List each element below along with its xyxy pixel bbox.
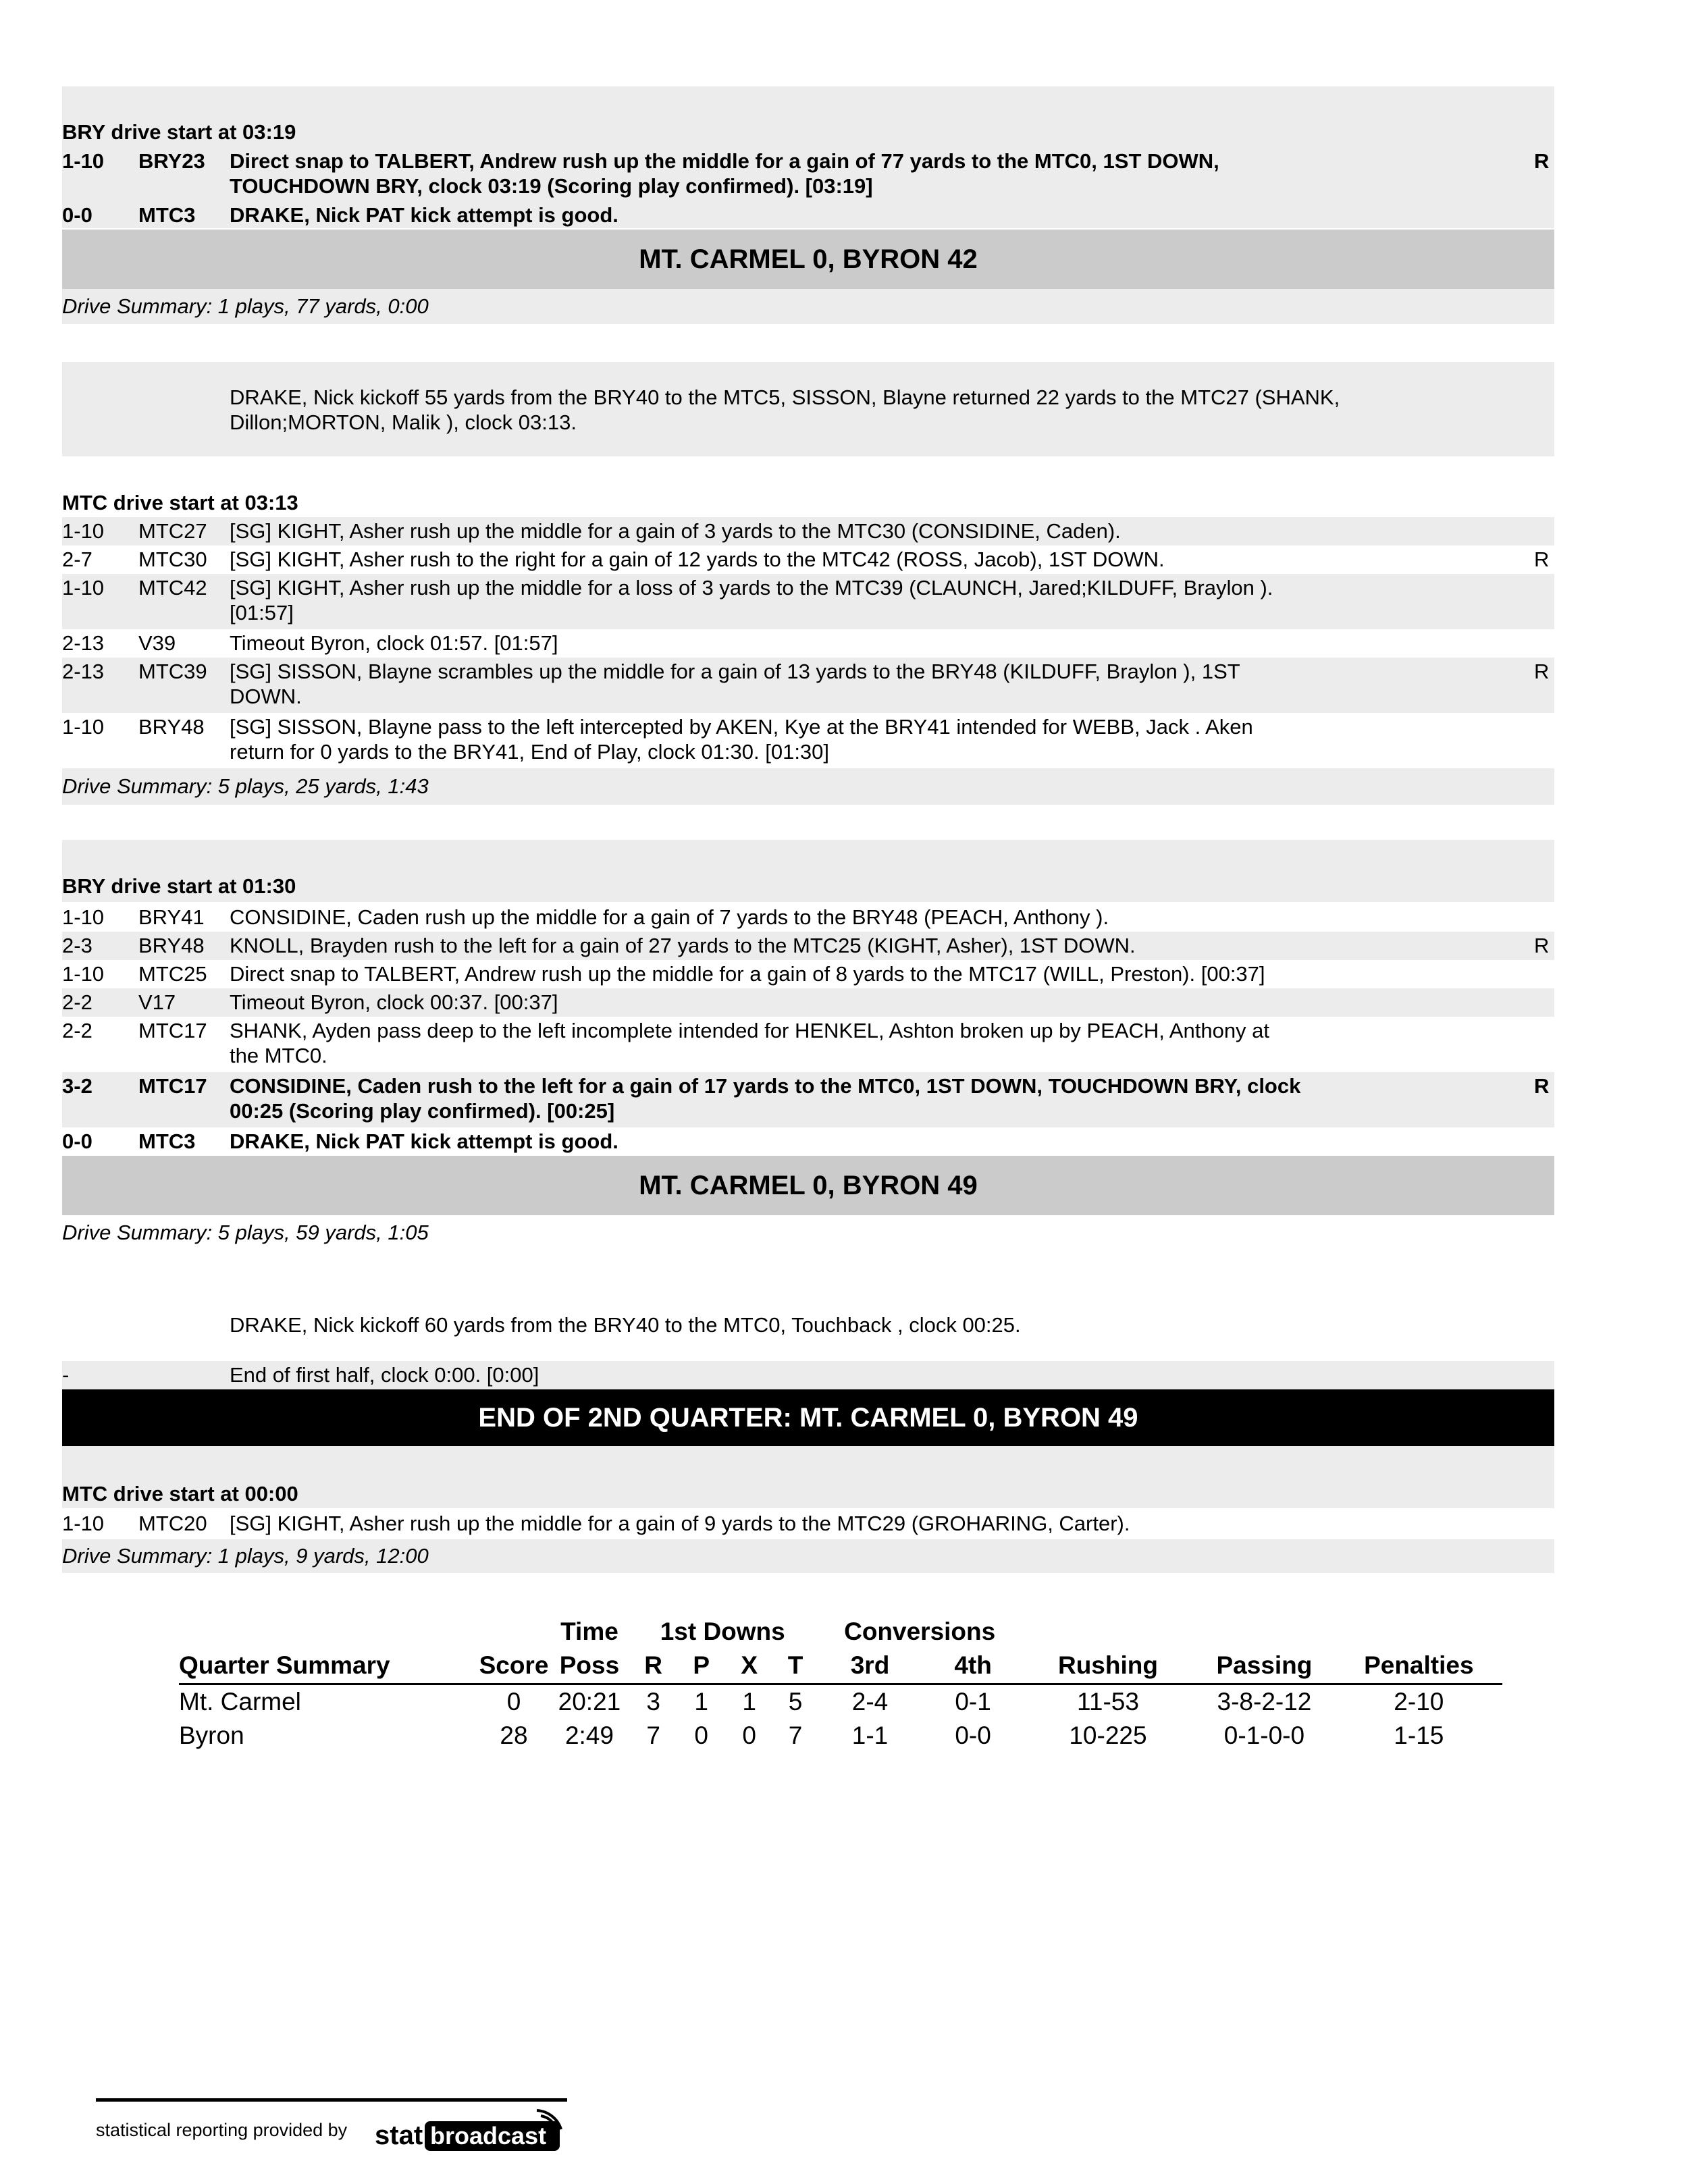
column-header: Quarter Summary bbox=[179, 1651, 390, 1680]
play-down: 2-13 bbox=[62, 631, 105, 655]
play-spot: V17 bbox=[138, 990, 176, 1014]
column-header: Rushing bbox=[1057, 1651, 1158, 1680]
group-header-first-downs: 1st Downs bbox=[660, 1618, 785, 1645]
group-header-conversions: Conversions bbox=[844, 1618, 996, 1645]
drive-header: MTC drive start at 00:00 bbox=[62, 1482, 298, 1506]
play-down: 1-10 bbox=[62, 905, 105, 929]
table-cell: 28 bbox=[500, 1721, 528, 1749]
play-down: 1-10 bbox=[62, 576, 105, 600]
table-cell: 2-4 bbox=[851, 1687, 889, 1715]
column-header: Poss bbox=[559, 1651, 620, 1680]
column-header: Penalties bbox=[1364, 1651, 1474, 1680]
play-spot: BRY48 bbox=[138, 934, 205, 957]
play-spot: MTC42 bbox=[138, 576, 207, 600]
table-cell: 2:49 bbox=[564, 1721, 614, 1749]
play-spot: MTC17 bbox=[138, 1074, 207, 1098]
table-cell: 0 bbox=[506, 1687, 521, 1715]
quarter-summary-table bbox=[179, 1615, 1502, 1753]
kickoff-description: DRAKE, Nick kickoff 55 yards from the BRY40 to the MTC5, SISSON, Blayne returned 22 yards to the MTC27 (SHANK, Dillon;MORTON, Malik ), clock 03:13. bbox=[230, 385, 1340, 434]
play-down: 1-10 bbox=[62, 962, 105, 986]
table-cell: 11-53 bbox=[1077, 1687, 1139, 1715]
play-spot: MTC20 bbox=[138, 1512, 207, 1535]
table-cell: 5 bbox=[788, 1687, 803, 1715]
team-name: Byron bbox=[179, 1721, 244, 1749]
column-header: P bbox=[693, 1651, 710, 1680]
table-group-header-row bbox=[179, 1615, 1502, 1649]
table-row bbox=[179, 1719, 1502, 1753]
play-description: Timeout Byron, clock 00:37. [00:37] bbox=[230, 990, 558, 1014]
play-description: Direct snap to TALBERT, Andrew rush up the middle for a gain of 8 yards to the MTC17 (WILL, Preston). [00:37] bbox=[230, 962, 1265, 986]
play-down: 0-0 bbox=[62, 1129, 93, 1153]
quarter-end-banner: END OF 2ND QUARTER: MT. CARMEL 0, BYRON 49 bbox=[62, 1389, 1554, 1446]
team-name: Mt. Carmel bbox=[179, 1687, 301, 1715]
play-description: DRAKE, Nick PAT kick attempt is good. bbox=[230, 203, 618, 227]
column-header: Score bbox=[479, 1651, 549, 1680]
play-down: 0-0 bbox=[62, 203, 93, 227]
play-down: - bbox=[62, 1363, 70, 1387]
play-spot: BRY41 bbox=[138, 905, 205, 929]
play-spot: MTC27 bbox=[138, 519, 207, 543]
group-header-time: Time bbox=[560, 1618, 618, 1645]
table-cell: 7 bbox=[788, 1721, 803, 1749]
table-cell: 1 bbox=[694, 1687, 708, 1715]
play-description: SHANK, Ayden pass deep to the left incomplete intended for HENKEL, Ashton broken up by PEACH, Anthony at the MTC0. bbox=[230, 1019, 1270, 1067]
play-description: CONSIDINE, Caden rush up the middle for a gain of 7 yards to the BRY48 (PEACH, Anthony ). bbox=[230, 905, 1109, 929]
table-row bbox=[179, 1684, 1502, 1719]
table-header-row bbox=[179, 1649, 1502, 1684]
play-description: [SG] KIGHT, Asher rush up the middle for a gain of 9 yards to the MTC29 (GROHARING, Carter). bbox=[230, 1512, 1130, 1535]
statbroadcast-logo-icon bbox=[375, 2106, 571, 2154]
logo-text-stat: stat bbox=[375, 2121, 423, 2150]
footer-credit: statistical reporting provided by bbox=[96, 2120, 348, 2140]
play-down: 1-10 bbox=[62, 715, 105, 739]
drive-summary: Drive Summary: 1 plays, 9 yards, 12:00 bbox=[62, 1539, 1554, 1573]
table-cell: 0 bbox=[694, 1721, 708, 1749]
play-flag: R bbox=[1534, 149, 1550, 173]
play-description: CONSIDINE, Caden rush to the left for a gain of 17 yards to the MTC0, 1ST DOWN, TOUCHDOWN BRY, clock 00:25 (Scoring play confirmed). [00:25] bbox=[230, 1074, 1301, 1123]
column-header: T bbox=[787, 1651, 803, 1680]
score-banner: MT. CARMEL 0, BYRON 49 bbox=[62, 1156, 1554, 1215]
play-description: [SG] KIGHT, Asher rush to the right for a gain of 12 yards to the MTC42 (ROSS, Jacob), 1ST DOWN. bbox=[230, 548, 1165, 571]
play-description: Direct snap to TALBERT, Andrew rush up the middle for a gain of 77 yards to the MTC0, 1ST DOWN, TOUCHDOWN BRY, clock 03:19 (Scoring play confirmed). [03:19] bbox=[230, 149, 1219, 198]
play-down: 1-10 bbox=[62, 519, 105, 543]
play-spot: V39 bbox=[138, 631, 176, 655]
play-flag: R bbox=[1534, 660, 1550, 683]
table-cell: 1-15 bbox=[1394, 1721, 1444, 1749]
play-down: 2-2 bbox=[62, 1019, 93, 1042]
table-cell: 1 bbox=[742, 1687, 756, 1715]
table-cell: 0-1-0-0 bbox=[1223, 1721, 1305, 1749]
play-down: 2-3 bbox=[62, 934, 93, 957]
play-description: [SG] SISSON, Blayne pass to the left intercepted by AKEN, Kye at the BRY41 intended for WEBB, Jack . Aken return for 0 yards to the BRY41, End of Play, clock 01:30. [01:30] bbox=[230, 715, 1253, 764]
table-cell: 20:21 bbox=[558, 1687, 621, 1715]
play-spot: MTC30 bbox=[138, 548, 207, 571]
drive-summary: Drive Summary: 5 plays, 25 yards, 1:43 bbox=[62, 768, 1554, 805]
table-cell: 3-8-2-12 bbox=[1217, 1687, 1312, 1715]
play-spot: MTC25 bbox=[138, 962, 207, 986]
play-description: [SG] KIGHT, Asher rush up the middle for a loss of 3 yards to the MTC39 (CLAUNCH, Jared;KILDUFF, Braylon ). [01:57] bbox=[230, 576, 1273, 624]
play-description: [SG] SISSON, Blayne scrambles up the middle for a gain of 13 yards to the BRY48 (KILDUFF, Braylon ), 1ST DOWN. bbox=[230, 660, 1240, 708]
table-cell: 2-10 bbox=[1394, 1687, 1444, 1715]
column-header: R bbox=[644, 1651, 663, 1680]
play-spot: BRY48 bbox=[138, 715, 205, 739]
column-header: Passing bbox=[1216, 1651, 1313, 1680]
play-spot: MTC3 bbox=[138, 203, 196, 227]
table-cell: 0-1 bbox=[955, 1687, 991, 1715]
play-down: 3-2 bbox=[62, 1074, 93, 1098]
play-flag: R bbox=[1534, 1074, 1550, 1098]
drive-summary: Drive Summary: 5 plays, 59 yards, 1:05 bbox=[62, 1215, 1554, 1250]
play-flag: R bbox=[1534, 548, 1550, 571]
play-spot: MTC3 bbox=[138, 1129, 196, 1153]
play-flag: R bbox=[1534, 934, 1550, 957]
play-down: 2-7 bbox=[62, 548, 93, 571]
column-header: 3rd bbox=[850, 1651, 890, 1680]
table-cell: 7 bbox=[646, 1721, 660, 1749]
play-row bbox=[62, 149, 1554, 200]
table-cell: 3 bbox=[646, 1687, 660, 1715]
play-spot: MTC39 bbox=[138, 660, 207, 683]
logo-text-broadcast: broadcast bbox=[430, 2122, 547, 2150]
statbroadcast-logo bbox=[375, 2106, 571, 2157]
column-header: X bbox=[741, 1651, 758, 1680]
drive-header: BRY drive start at 01:30 bbox=[62, 874, 296, 898]
score-banner: MT. CARMEL 0, BYRON 42 bbox=[62, 230, 1554, 289]
table-cell: 0-0 bbox=[955, 1721, 991, 1749]
play-spot: MTC17 bbox=[138, 1019, 207, 1042]
play-spot: BRY23 bbox=[138, 149, 205, 173]
column-header: 4th bbox=[954, 1651, 992, 1680]
play-description: KNOLL, Brayden rush to the left for a gain of 27 yards to the MTC25 (KIGHT, Asher), 1ST DOWN. bbox=[230, 934, 1136, 957]
drive-header: BRY drive start at 03:19 bbox=[62, 120, 296, 144]
play-down: 2-13 bbox=[62, 660, 105, 683]
play-down: 1-10 bbox=[62, 1512, 105, 1535]
table-cell: 0 bbox=[742, 1721, 756, 1749]
play-description: Timeout Byron, clock 01:57. [01:57] bbox=[230, 631, 558, 655]
play-down: 2-2 bbox=[62, 990, 93, 1014]
play-description: End of first half, clock 0:00. [0:00] bbox=[230, 1363, 539, 1387]
drive-summary: Drive Summary: 1 plays, 77 yards, 0:00 bbox=[62, 289, 1554, 324]
table-cell: 1-1 bbox=[851, 1721, 889, 1749]
play-description: [SG] KIGHT, Asher rush up the middle for a gain of 3 yards to the MTC30 (CONSIDINE, Caden). bbox=[230, 519, 1121, 543]
table-cell: 10-225 bbox=[1069, 1721, 1147, 1749]
drive-header: MTC drive start at 03:13 bbox=[62, 491, 298, 514]
play-down: 1-10 bbox=[62, 149, 105, 173]
footer-rule bbox=[96, 2098, 567, 2102]
kickoff-description: DRAKE, Nick kickoff 60 yards from the BRY40 to the MTC0, Touchback , clock 00:25. bbox=[230, 1313, 1021, 1337]
play-description: DRAKE, Nick PAT kick attempt is good. bbox=[230, 1129, 618, 1153]
